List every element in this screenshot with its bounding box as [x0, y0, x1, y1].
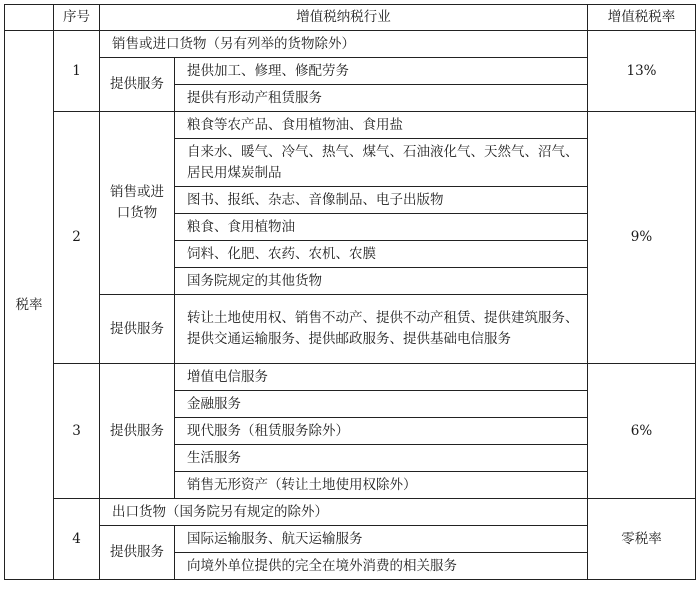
- service-item: 转让土地使用权、销售不动产、提供不动产租赁、提供建筑服务、提供交通运输服务、提供邮政服务、提供基础电信服务: [175, 295, 588, 364]
- vat-rate-table: [4, 4, 696, 580]
- header-industry: 增值税纳税行业: [100, 5, 588, 31]
- service-label-cell: 提供服务: [100, 364, 175, 499]
- table-row: [5, 31, 696, 58]
- seq-cell: 2: [54, 112, 100, 364]
- header-seq: 序号: [54, 5, 100, 31]
- category-cell: 税率: [5, 31, 54, 580]
- goods-item: 自来水、暖气、冷气、热气、煤气、石油液化气、天然气、沼气、居民用煤炭制品: [175, 139, 588, 187]
- goods-label-cell: 销售或进口货物: [100, 112, 175, 295]
- rate-cell: 13%: [588, 31, 696, 112]
- service-label-cell: 提供服务: [100, 526, 175, 580]
- service-item: 现代服务（租赁服务除外）: [175, 418, 588, 445]
- table-row: [5, 112, 696, 139]
- rate-cell: 9%: [588, 112, 696, 364]
- seq-cell: 1: [54, 31, 100, 112]
- goods-item: 饲料、化肥、农药、农机、农膜: [175, 241, 588, 268]
- goods-item: 图书、报纸、杂志、音像制品、电子出版物: [175, 187, 588, 214]
- seq-cell: 4: [54, 499, 100, 580]
- header-category: [5, 5, 54, 31]
- goods-item: 粮食等农产品、食用植物油、食用盐: [175, 112, 588, 139]
- service-label-cell: 提供服务: [100, 58, 175, 112]
- seq-cell: 3: [54, 364, 100, 499]
- goods-item: 粮食、食用植物油: [175, 214, 588, 241]
- service-item: 金融服务: [175, 391, 588, 418]
- service-item: 国际运输服务、航天运输服务: [175, 526, 588, 553]
- service-item: 生活服务: [175, 445, 588, 472]
- service-item: 增值电信服务: [175, 364, 588, 391]
- rate-cell: 零税率: [588, 499, 696, 580]
- header-row: [5, 5, 696, 31]
- table-row: [5, 499, 696, 526]
- goods-item: 国务院规定的其他货物: [175, 268, 588, 295]
- goods-cell: 出口货物（国务院另有规定的除外）: [100, 499, 588, 526]
- header-rate: 增值税税率: [588, 5, 696, 31]
- service-item: 销售无形资产（转让土地使用权除外）: [175, 472, 588, 499]
- rate-cell: 6%: [588, 364, 696, 499]
- goods-cell: 销售或进口货物（另有列举的货物除外）: [100, 31, 588, 58]
- service-item: 向境外单位提供的完全在境外消费的相关服务: [175, 553, 588, 580]
- service-item: 提供加工、修理、修配劳务: [175, 58, 588, 85]
- service-label-cell: 提供服务: [100, 295, 175, 364]
- table-row: [5, 364, 696, 391]
- service-item: 提供有形动产租赁服务: [175, 85, 588, 112]
